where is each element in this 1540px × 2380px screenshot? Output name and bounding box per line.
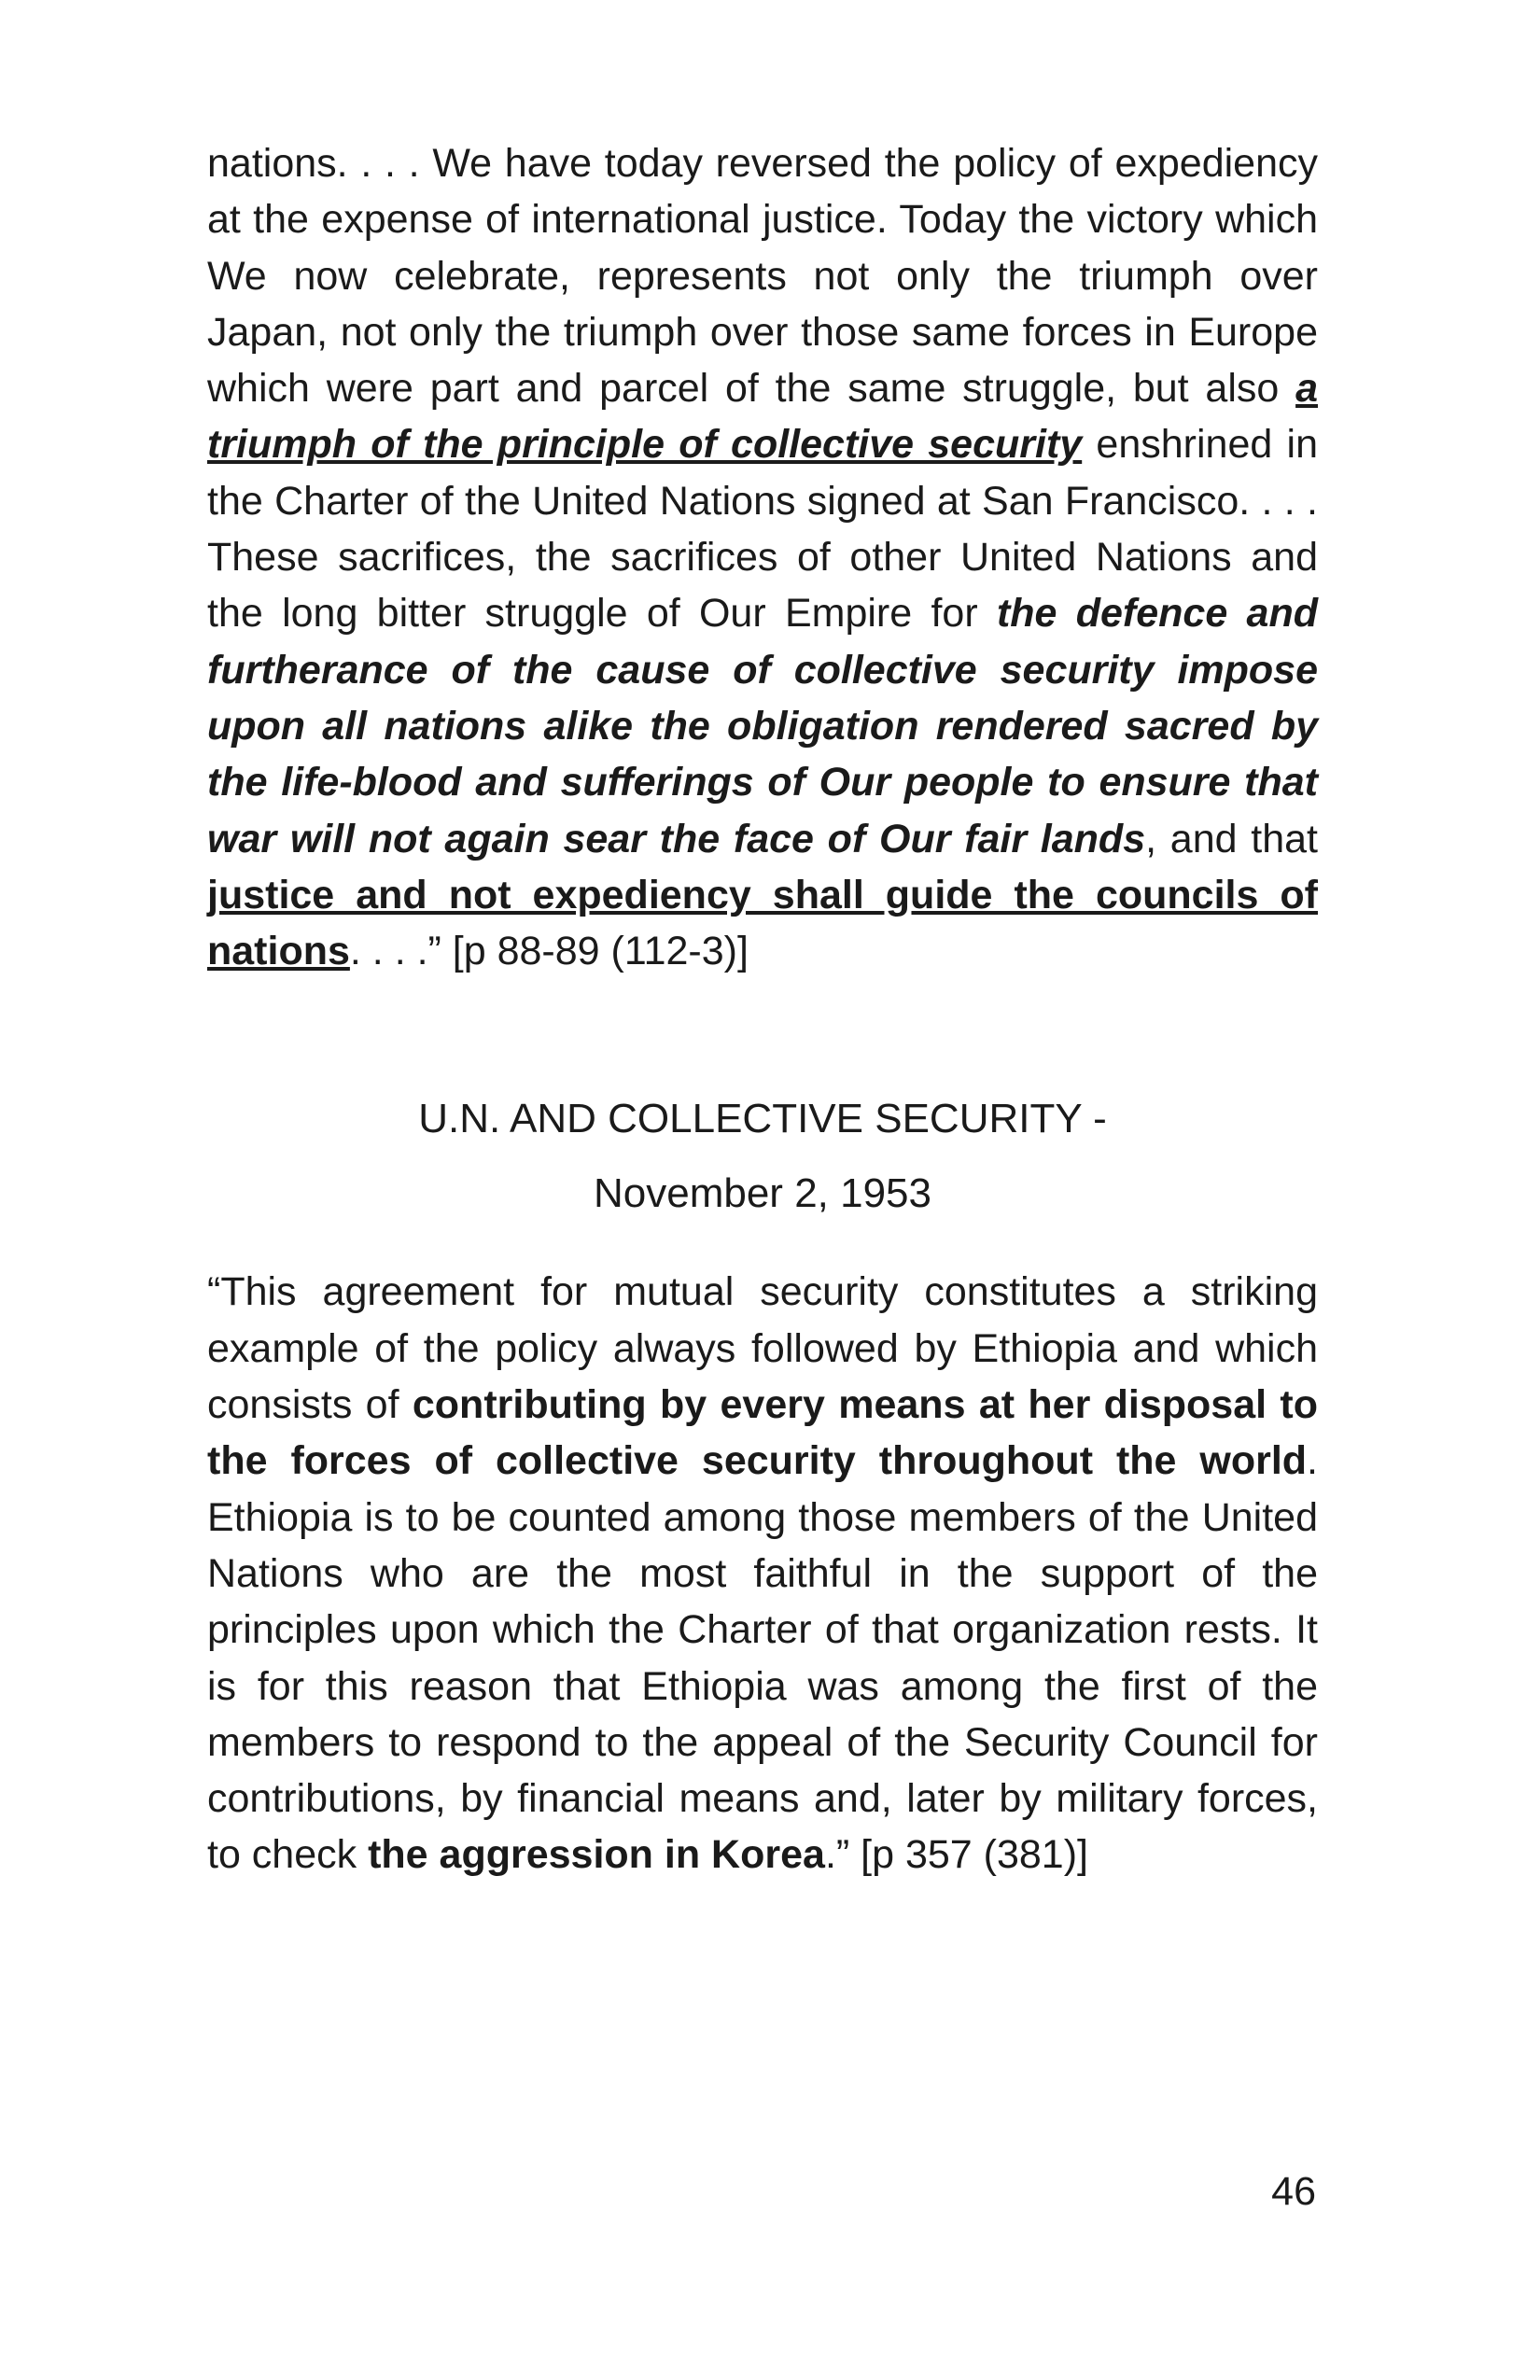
quote-paragraph-1 — [207, 135, 1318, 979]
quote1-emphasis-justice: justice and not expediency shall guide the councils of nations — [207, 872, 1318, 974]
quote1-text-2: enshrined in the Charter of the United Nations signed at San Francisco. . . . These sacrifices, the sacrifices of other United Nations and the long bitter struggle of Our Empire for — [207, 422, 1318, 637]
quote2-text-2: . Ethiopia is to be counted among those members of the United Nations who are the most faithful in the support of the principles upon which the Charter of that organization rests. It is for this reason that Ethiopia was among the first of the members to respond to the appeal of the Security Council for contributions, by financial means and, later by military forces, to check — [207, 1438, 1318, 1878]
page-body — [207, 135, 1318, 1883]
page-number: 46 — [1271, 2169, 1316, 2214]
quote2-emphasis-contributing: contributing by every means at her disposal to the forces of collective security throughout the world — [207, 1382, 1318, 1484]
quote2-emphasis-korea: the aggression in Korea — [368, 1832, 825, 1878]
quote2-text-1: “This agreement for mutual security constitutes a striking example of the policy always followed by Ethiopia and which consists of — [207, 1269, 1318, 1428]
quote1-emphasis-defence: the defence and furtherance of the cause of collective security impose upon all nations alike the obligation rendered sacred by the life-blood and sufferings of Our people to ensure that war will not again sear the face of Our fair lands — [207, 591, 1318, 861]
quote1-text-1: nations. . . . We have today reversed the policy of expediency at the expense of international justice. Today the victory which We now celebrate, represents not only the triumph over Japan, not only the triumph over those same forces in Europe which were part and parcel of the same struggle, but also — [207, 141, 1318, 412]
section-title: U.N. AND COLLECTIVE SECURITY - — [418, 1096, 1107, 1142]
section-date: November 2, 1953 — [594, 1170, 931, 1217]
quote1-text-4: . . . .” [p 88-89 (112-3)] — [349, 929, 749, 974]
quote-paragraph-2 — [207, 1264, 1318, 1883]
quote1-emphasis-collective-security: a triumph of the principle of collective security — [207, 366, 1318, 468]
quote1-text-3: , and that — [1145, 816, 1318, 861]
quote2-text-3: .” [p 357 (381)] — [824, 1832, 1088, 1878]
